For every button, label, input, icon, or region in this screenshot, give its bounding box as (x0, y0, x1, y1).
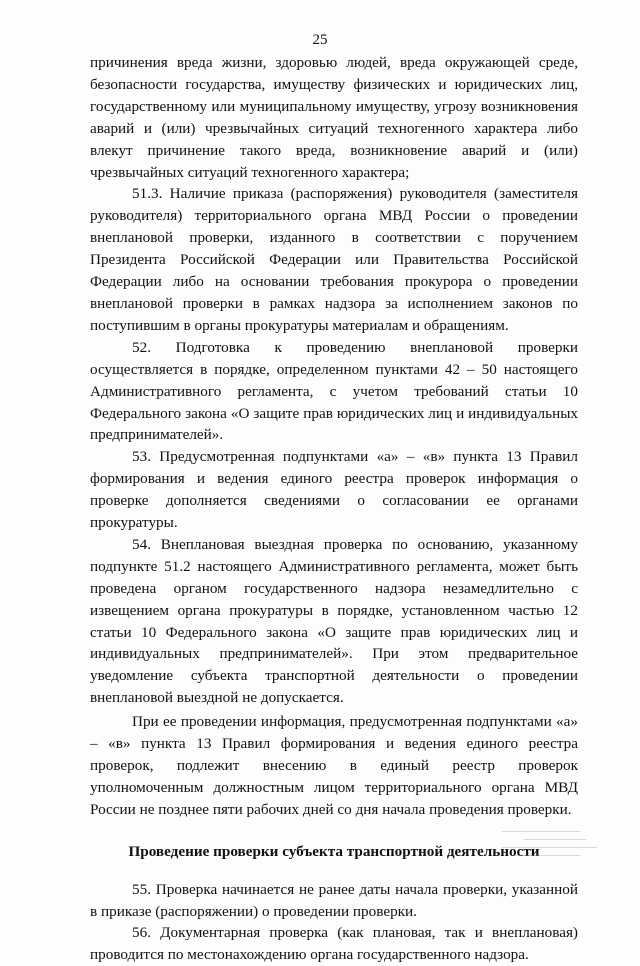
paragraph-51-3: 51.3. Наличие приказа (распоряжения) руководителя (заместителя руководителя) территориального органа МВД России о проведении внеплановой проверки, изданного в соответствии с поручением Президента Российской Федерации или Правительства Российской Федерации либо на основании требования прокурора о проведении внеплановой проверки в рамках надзора за исполнением законов по поступившим в органы прокуратуры материалам и обращениям. (90, 185, 578, 334)
paragraph-55: 55. Проверка начинается не ранее даты начала проверки, указанной в приказе (распоряжении) о проведении проверки. (90, 880, 578, 920)
paragraph-53: 53. Предусмотренная подпунктами «а» – «в» пункта 13 Правил формирования и ведения единого реестра проверок информация о проверке дополняется сведениями о согласовании ее органами прокуратуры. (90, 448, 578, 532)
paragraph-52: 52. Подготовка к проведению внеплановой проверки осуществляется в порядке, определенном пунктами 42 – 50 настоящего Административного регламента, с учетом требований статьи 10 Федерального закона «О защите прав юридических лиц и индивидуальных предпринимателей». (90, 338, 578, 444)
paragraph-continuation: причинения вреда жизни, здоровью людей, вреда окружающей среде, безопасности государства, имуществу физических и юридических лиц, государственному или муниципальному имуществу, угрозу возникновения аварий и (или) чрезвычайных ситуаций техногенного характера либо влекут причинение такого вреда, возникновение аварий и (или) чрезвычайных ситуаций техногенного характера; (90, 54, 578, 181)
paragraph-54: 54. Внеплановая выездная проверка по основанию, указанному подпункте 51.2 настоящего Административного регламента, может быть проведена органом государственного надзора незамедлительно с извещением органа прокуратуры в порядке, установленном частью 12 статьи 10 Федерального закона «О защите прав юридических лиц и индивидуальных предпринимателей». При этом предварительное уведомление субъекта транспортной деятельности о проведении внеплановой выездной не допускается. (90, 535, 578, 707)
paragraph-54-continued: При ее проведении информация, предусмотренная подпунктами «а» – «в» пункта 13 Правил формирования и ведения единого реестра проверок, подлежит внесению в единый реестр проверок уполномоченным должностным лицом территориального органа МВД России не позднее пяти рабочих дней со дня начала проведения проверки. (90, 713, 578, 818)
page-number: 25 (312, 32, 328, 48)
paragraph-56: 56. Документарная проверка (как плановая, так и внеплановая) проводится по местонахождению органа государственного надзора. (90, 924, 578, 964)
faint-stamp-mark (502, 824, 614, 876)
section-heading: Проведение проверки субъекта транспортной деятельности (128, 842, 540, 860)
